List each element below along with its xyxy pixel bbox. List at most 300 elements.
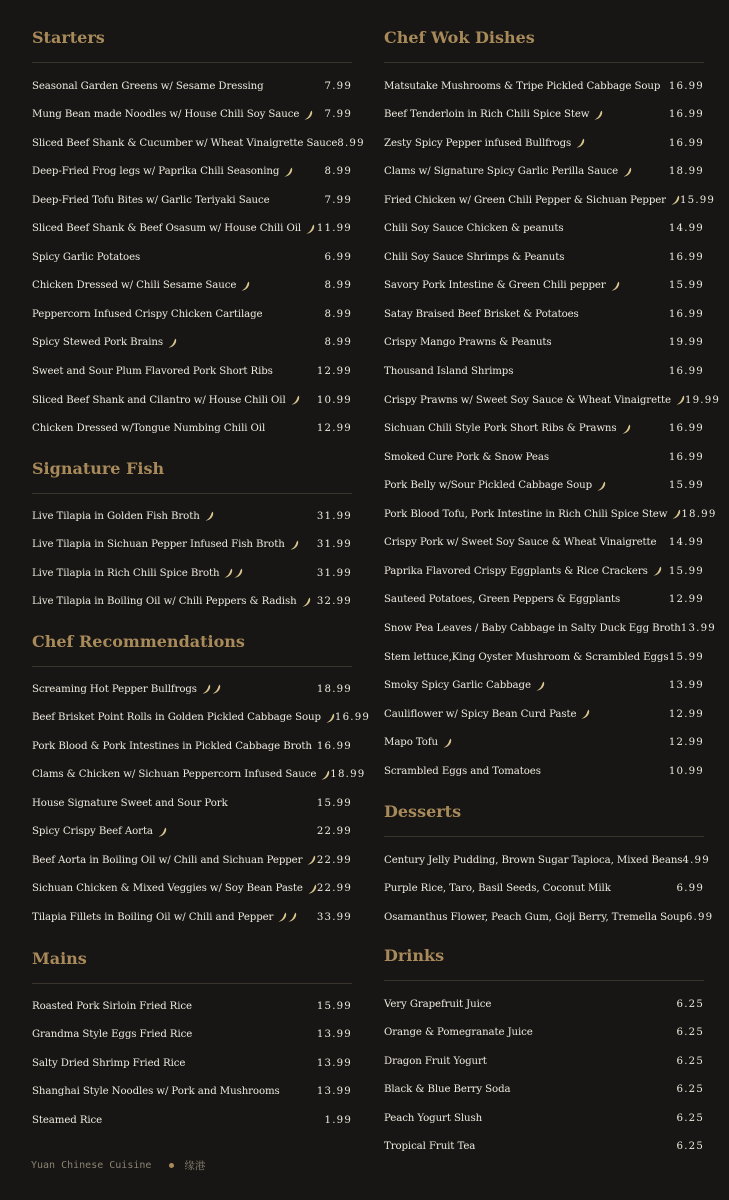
chili-pepper-icon [202, 684, 211, 694]
menu-item-name-text: Live Tilapia in Golden Fish Broth [32, 510, 200, 522]
menu-item-price: 1.99 [324, 1114, 352, 1126]
menu-item-name-text: Sichuan Chicken & Mixed Veggies w/ Soy Bean Paste [32, 883, 303, 895]
menu-item-price: 6.99 [685, 911, 714, 923]
menu-item [32, 795, 352, 811]
menu-item-price: 18.99 [330, 769, 366, 781]
menu-item-name-text: Fried Chicken w/ Green Chili Pepper & Sichuan Pepper [384, 194, 666, 206]
chili-pepper-icon [284, 167, 293, 177]
menu-item-name-text: Grandma Style Eggs Fried Rice [32, 1029, 193, 1041]
menu-item-name-text: House Signature Sweet and Sour Pork [32, 797, 228, 809]
menu-item-price: 31.99 [316, 539, 352, 551]
menu-item-name-text: Purple Rice, Taro, Basil Seeds, Coconut Milk [384, 883, 611, 895]
menu-item-name [32, 798, 228, 809]
menu-item-name-text: Century Jelly Pudding, Brown Sugar Tapioca, Mixed Beans [384, 854, 683, 866]
menu-item [32, 249, 352, 265]
menu-item-name [32, 826, 167, 837]
menu-item [384, 478, 704, 494]
menu-item-price: 8.99 [324, 166, 352, 178]
menu-item-price: 6.99 [324, 251, 352, 263]
menu-item [384, 1139, 704, 1155]
menu-item-price: 6.25 [676, 1055, 704, 1067]
menu-item-name-text: Sliced Beef Shank and Cilantro w/ House Chili Oil [32, 394, 286, 406]
menu-item-name-text: Sweet and Sour Plum Flavored Pork Short Ribs [32, 366, 273, 377]
menu-item-name-text: Roasted Pork Sirloin Fried Rice [32, 1000, 192, 1012]
menu-item-name [384, 395, 685, 406]
menu-item [384, 1082, 704, 1098]
menu-item-name-text: Smoky Spicy Garlic Cabbage [384, 680, 531, 692]
menu-item [384, 535, 704, 551]
menu-item-name [32, 511, 214, 522]
menu-item-price: 16.99 [316, 740, 352, 752]
menu-item-price: 18.99 [668, 166, 704, 178]
menu-item-name-text: Seasonal Garden Greens w/ Sesame Dressing [32, 80, 264, 92]
menu-item [32, 565, 352, 581]
menu-item-name-text: Clams w/ Signature Spicy Garlic Perilla Sauce [384, 166, 619, 178]
menu-item [384, 735, 704, 751]
menu-item [32, 909, 352, 925]
chili-pepper-icon [205, 511, 214, 521]
menu-item-price: 14.99 [668, 537, 704, 549]
chili-pepper-icon [326, 713, 335, 723]
menu-item [32, 335, 352, 351]
menu-item-name-text: Chili Soy Sauce Shrimps & Peanuts [384, 251, 565, 263]
menu-item-name [384, 223, 563, 234]
menu-item-name [384, 766, 541, 777]
menu-item-name [384, 337, 552, 348]
menu-item-price: 13.99 [316, 1086, 352, 1098]
menu-item-name [32, 166, 293, 177]
menu-item [32, 364, 352, 380]
menu-item [384, 249, 704, 265]
menu-item-name-text: Cauliflower w/ Spicy Bean Curd Paste [384, 708, 577, 720]
menu-item-price: 6.25 [676, 1084, 704, 1096]
menu-item-name [32, 395, 300, 406]
menu-item-price: 6.25 [676, 998, 704, 1010]
menu-item-name [32, 539, 299, 550]
menu-item [32, 221, 352, 237]
section-divider [32, 666, 352, 667]
footer-dot-icon [169, 1163, 174, 1168]
menu-item-name-text: Salty Dried Shrimp Fried Rice [32, 1057, 186, 1069]
menu-item-name-text: Live Tilapia in Sichuan Pepper Infused Fish Broth [32, 539, 285, 551]
menu-item-price: 19.99 [684, 394, 721, 406]
section-divider [384, 980, 704, 981]
menu-item [32, 681, 352, 697]
menu-item-price: 15.99 [668, 651, 704, 663]
chili-pepper-icon [234, 568, 243, 578]
menu-item-price: 8.99 [324, 280, 352, 292]
menu-item-name [384, 1027, 533, 1038]
menu-item-price: 16.99 [668, 109, 704, 121]
menu-item-name-text: Dragon Fruit Yogurt [384, 1055, 487, 1067]
menu-item-name [384, 1084, 510, 1095]
menu-item-name [32, 366, 273, 377]
menu-item-name [384, 509, 681, 520]
section-title-chef-recommendations: Chef Recommendations [32, 632, 245, 651]
menu-item-name [384, 81, 660, 92]
menu-item-name [384, 309, 579, 320]
section-title-chef-wok-dishes: Chef Wok Dishes [384, 28, 535, 47]
menu-item [32, 852, 352, 868]
menu-item-price: 7.99 [324, 109, 352, 121]
menu-item-price: 15.99 [668, 480, 704, 492]
menu-item [32, 306, 352, 322]
menu-item-name [384, 166, 632, 177]
menu-item [384, 221, 704, 237]
menu-item-price: 18.99 [316, 683, 352, 695]
menu-item-price: 14.99 [668, 223, 704, 235]
menu-item [384, 881, 704, 897]
chili-pepper-icon [676, 395, 685, 405]
menu-item-price: 22.99 [316, 826, 352, 838]
menu-item-name [32, 1058, 185, 1069]
menu-item-name-text: Screaming Hot Pepper Bullfrogs [32, 683, 197, 695]
menu-item-name [32, 596, 311, 607]
menu-item-name-text: Pork Blood & Pork Intestines in Pickled Cabbage Broth [32, 740, 312, 752]
menu-item-name [384, 1056, 487, 1067]
menu-item-name [384, 366, 513, 377]
menu-item-name-text: Deep-Fried Tofu Bites w/ Garlic Teriyaki Sauce [32, 194, 270, 206]
menu-item-name [32, 252, 140, 263]
menu-item [384, 364, 704, 380]
menu-item-name-text: Thousand Island Shrimps [384, 366, 514, 377]
section-title-mains: Mains [32, 949, 87, 968]
chili-pepper-icon [321, 770, 330, 780]
menu-item-name-text: Crispy Mango Prawns & Peanuts [384, 337, 552, 349]
menu-item-name-text: Mung Bean made Noodles w/ House Chili Soy Sauce [32, 109, 300, 121]
menu-item-name-text: Beef Brisket Point Rolls in Golden Pickled Cabbage Soup [32, 712, 321, 724]
menu-item [384, 192, 716, 208]
menu-item [32, 392, 352, 408]
menu-item-name [384, 566, 662, 577]
menu-item [384, 78, 704, 94]
menu-item [384, 996, 704, 1012]
chili-pepper-icon [307, 855, 316, 865]
section-divider [32, 983, 352, 984]
menu-item-name-text: Stem lettuce,King Oyster Mushroom & Scrambled Eggs [384, 651, 669, 663]
menu-item-price: 16.99 [668, 137, 704, 149]
menu-item-price: 31.99 [316, 510, 352, 522]
menu-item-name-text: Orange & Pomegranate Juice [384, 1027, 533, 1039]
menu-item-name [384, 1141, 475, 1152]
menu-item-name [32, 912, 297, 923]
menu-item-price: 8.99 [324, 308, 352, 320]
menu-item-name-text: Osamanthus Flower, Peach Gum, Goji Berry, Tremella Soup [384, 911, 686, 923]
menu-item-name-text: Snow Pea Leaves / Baby Cabbage in Salty Duck Egg Broth [384, 622, 681, 634]
menu-item-name-text: Mapo Tofu [384, 737, 438, 749]
chili-pepper-icon [671, 195, 680, 205]
menu-item [384, 649, 704, 665]
menu-item [32, 738, 352, 754]
menu-item-name [384, 138, 585, 149]
menu-item-price: 15.99 [668, 565, 704, 577]
section-divider [32, 62, 352, 63]
menu-item-name [32, 769, 330, 780]
menu-item-price: 16.99 [668, 251, 704, 263]
menu-item-price: 12.99 [316, 366, 352, 377]
menu-item [384, 1110, 704, 1126]
menu-item-name [384, 623, 681, 634]
menu-item-name [384, 280, 620, 291]
menu-item-name [384, 252, 564, 263]
menu-item-price: 13.99 [680, 622, 716, 634]
chili-pepper-icon [288, 912, 297, 922]
menu-item-price: 10.99 [316, 394, 352, 406]
menu-item [384, 706, 704, 722]
menu-item-name-text: Spicy Crispy Beef Aorta [32, 826, 153, 838]
footer-brand: Yuan Chinese Cuisine [31, 1160, 152, 1171]
section-title-starters: Starters [32, 28, 105, 47]
chili-pepper-icon [611, 281, 620, 291]
menu-item [384, 563, 704, 579]
menu-item [32, 1055, 352, 1071]
menu-item-name-text: Steamed Rice [32, 1114, 103, 1126]
menu-item-name-text: Pork Blood Tofu, Pork Intestine in Rich Chili Spice Stew [384, 508, 668, 520]
menu-item-name-text: Pork Belly w/Sour Pickled Cabbage Soup [384, 480, 593, 492]
menu-item-name [384, 480, 606, 491]
section-title-drinks: Drinks [384, 946, 445, 965]
menu-item-name-text: Deep-Fried Frog legs w/ Paprika Chili Seasoning [32, 166, 280, 178]
chili-pepper-icon [158, 827, 167, 837]
chili-pepper-icon [443, 738, 452, 748]
menu-item-name-text: Chicken Dressed w/ Chili Sesame Sauce [32, 280, 237, 292]
menu-item-price: 32.99 [316, 596, 352, 608]
chili-pepper-icon [672, 509, 681, 519]
menu-item-name [32, 1001, 192, 1012]
menu-item-name [32, 684, 221, 695]
chili-pepper-icon [212, 684, 221, 694]
menu-item-name [384, 195, 680, 206]
menu-item [384, 909, 714, 925]
menu-item-name [384, 855, 682, 866]
chili-pepper-icon [653, 566, 662, 576]
menu-item [384, 1025, 704, 1041]
menu-item [384, 852, 710, 868]
footer [31, 1158, 205, 1173]
menu-item-name [384, 999, 491, 1010]
menu-item-name-text: Beef Tenderloin in Rich Chili Spice Stew [384, 109, 590, 121]
menu-item-name [32, 223, 315, 234]
menu-item [32, 1112, 352, 1128]
menu-item [384, 164, 704, 180]
menu-item [384, 107, 704, 123]
chili-pepper-icon [594, 110, 603, 120]
menu-item-name-text: Beef Aorta in Boiling Oil w/ Chili and Sichuan Pepper [32, 854, 303, 866]
menu-item-name-text: Live Tilapia in Boiling Oil w/ Chili Peppers & Radish [32, 596, 297, 608]
menu-item-price: 15.99 [316, 797, 352, 809]
menu-item-price: 16.99 [668, 451, 704, 463]
menu-item [32, 164, 352, 180]
section-divider [384, 62, 704, 63]
section-divider [32, 493, 352, 494]
menu-item [384, 506, 717, 522]
menu-item-name-text: Sliced Beef Shank & Cucumber w/ Wheat Vinaigrette Sauce [32, 137, 338, 149]
menu-item-price: 12.99 [668, 594, 704, 606]
chili-pepper-icon [576, 138, 585, 148]
menu-item-name [384, 652, 668, 663]
menu-item-name [32, 883, 317, 894]
chili-pepper-icon [623, 167, 632, 177]
menu-item-name [32, 337, 177, 348]
menu-item-price: 16.99 [668, 308, 704, 320]
menu-item-name-text: Black & Blue Berry Soda [384, 1084, 511, 1096]
menu-item-name [384, 537, 656, 548]
menu-item-price: 13.99 [316, 1057, 352, 1069]
menu-item-name [32, 195, 270, 206]
section-title-desserts: Desserts [384, 802, 462, 821]
menu-item [32, 998, 352, 1014]
section-title-signature-fish: Signature Fish [32, 459, 165, 478]
footer-brand-cn: 缘港 [184, 1160, 206, 1172]
menu-item [384, 278, 704, 294]
menu-item-name [32, 423, 265, 434]
menu-item-name-text: Sliced Beef Shank & Beef Osasum w/ House Chili Oil [32, 223, 302, 235]
menu-item-price: 22.99 [316, 883, 353, 895]
chili-pepper-icon [308, 884, 317, 894]
menu-item-price: 13.99 [316, 1029, 352, 1041]
menu-item-name-text: Live Tilapia in Rich Chili Spice Broth [32, 567, 220, 579]
menu-item-name-text: Clams & Chicken w/ Sichuan Peppercorn Infused Sauce [32, 769, 317, 781]
menu-item-price: 16.99 [668, 366, 704, 377]
menu-item-name [384, 1113, 482, 1124]
menu-item [384, 335, 704, 351]
menu-item [32, 1084, 352, 1100]
menu-item [32, 278, 352, 294]
menu-item-price: 7.99 [324, 80, 352, 92]
menu-item-name-text: Spicy Stewed Pork Brains [32, 337, 164, 349]
menu-item-name-text: Paprika Flavored Crispy Eggplants & Rice Crackers [384, 565, 648, 577]
chili-pepper-icon [302, 597, 311, 607]
menu-item-name [384, 883, 611, 894]
menu-item-name-text: Savory Pork Intestine & Green Chili pepper [384, 280, 606, 292]
menu-item [32, 1027, 352, 1043]
menu-item-name [32, 1086, 280, 1097]
menu-item-name-text: Very Grapefruit Juice [384, 998, 492, 1010]
menu-item-price: 4.99 [682, 854, 710, 866]
menu-item-price: 6.25 [676, 1141, 704, 1153]
menu-item-name [32, 138, 337, 149]
menu-item-name-text: Matsutake Mushrooms & Tripe Pickled Cabbage Soup [384, 80, 661, 92]
menu-item-name [32, 741, 312, 752]
menu-item-name [32, 109, 313, 120]
menu-item [384, 306, 704, 322]
menu-item-name-text: Tropical Fruit Tea [384, 1141, 476, 1153]
menu-item [384, 449, 704, 465]
menu-item [384, 1053, 704, 1069]
menu-item-price: 13.99 [668, 680, 704, 692]
menu-item [384, 592, 704, 608]
menu-item-price: 15.99 [316, 1000, 352, 1012]
menu-item [32, 135, 365, 151]
menu-item-name [384, 680, 545, 691]
menu-item-name [384, 737, 452, 748]
menu-item-name-text: Scrambled Eggs and Tomatoes [384, 765, 541, 777]
menu-item-name-text: Shanghai Style Noodles w/ Pork and Mushrooms [32, 1086, 280, 1098]
menu-item [32, 594, 352, 610]
menu-item-price: 22.99 [316, 854, 352, 866]
chili-pepper-icon [622, 424, 631, 434]
menu-item-name-text: Smoked Cure Pork & Snow Peas [384, 451, 549, 463]
menu-item [32, 421, 352, 437]
chili-pepper-icon [241, 281, 250, 291]
menu-item [384, 392, 721, 408]
menu-item-price: 6.99 [676, 883, 704, 895]
menu-item-name [384, 452, 549, 463]
menu-item-price: 16.99 [668, 80, 704, 92]
menu-item-name [384, 912, 686, 923]
menu-item-name-text: Tilapia Fillets in Boiling Oil w/ Chili and Pepper [32, 911, 274, 923]
menu-item-name-text: Chicken Dressed w/Tongue Numbing Chili Oil [32, 423, 266, 435]
menu-item-name-text: Peach Yogurt Slush [384, 1112, 483, 1124]
menu-item-price: 6.25 [676, 1027, 704, 1039]
menu-item-name-text: Chili Soy Sauce Chicken & peanuts [384, 223, 564, 235]
menu-item-name [32, 568, 243, 579]
menu-item-price: 16.99 [668, 423, 704, 435]
menu-item-name [32, 309, 262, 320]
menu-item-name [384, 109, 603, 120]
chili-pepper-icon [597, 481, 606, 491]
menu-item [384, 763, 704, 779]
menu-item [32, 767, 366, 783]
chili-pepper-icon [306, 224, 315, 234]
menu-item [32, 537, 352, 553]
menu-item-name [32, 1115, 102, 1126]
menu-item [32, 508, 352, 524]
menu-item [384, 678, 704, 694]
menu-item [32, 78, 352, 94]
menu-item-name-text: Satay Braised Beef Brisket & Potatoes [384, 308, 579, 320]
chili-pepper-icon [304, 110, 313, 120]
menu-item-price: 12.99 [668, 708, 704, 720]
menu-item-name-text: Zesty Spicy Pepper infused Bullfrogs [384, 137, 572, 149]
menu-item-name [32, 1029, 192, 1040]
menu-item-name-text: Peppercorn Infused Crispy Chicken Cartilage [32, 308, 263, 320]
menu-item-price: 19.99 [668, 337, 704, 349]
menu-item-price: 12.99 [316, 423, 352, 435]
menu-item-price: 8.99 [337, 137, 365, 149]
menu-item-price: 11.99 [316, 223, 352, 235]
chili-pepper-icon [168, 338, 177, 348]
chili-pepper-icon [224, 568, 233, 578]
menu-item-price: 16.99 [334, 712, 371, 724]
section-divider [384, 836, 704, 837]
menu-item-name [32, 712, 335, 723]
menu-item-price: 7.99 [324, 194, 352, 206]
menu-item-name [32, 280, 250, 291]
menu-item-name-text: Crispy Pork w/ Sweet Soy Sauce & Wheat Vinaigrette [384, 537, 657, 549]
menu-item [32, 881, 352, 897]
menu-item [32, 107, 352, 123]
menu-item-price: 33.99 [316, 911, 352, 923]
menu-item [384, 620, 716, 636]
chili-pepper-icon [290, 540, 299, 550]
chili-pepper-icon [278, 912, 287, 922]
menu-item-price: 18.99 [681, 508, 717, 520]
menu-item-price: 15.99 [668, 280, 704, 292]
menu-item-price: 6.25 [676, 1112, 704, 1124]
menu-item-price: 8.99 [324, 337, 352, 349]
menu-item-name [384, 423, 631, 434]
menu-item [384, 135, 704, 151]
menu-item-name [384, 709, 590, 720]
menu-item-name [32, 81, 264, 92]
menu-item-price: 12.99 [668, 737, 704, 749]
menu-item-name-text: Sichuan Chili Style Pork Short Ribs & Prawns [384, 423, 617, 435]
chili-pepper-icon [581, 709, 590, 719]
menu-item-price: 31.99 [316, 567, 352, 579]
menu-item-name [384, 594, 620, 605]
menu-item-price: 10.99 [668, 765, 704, 777]
